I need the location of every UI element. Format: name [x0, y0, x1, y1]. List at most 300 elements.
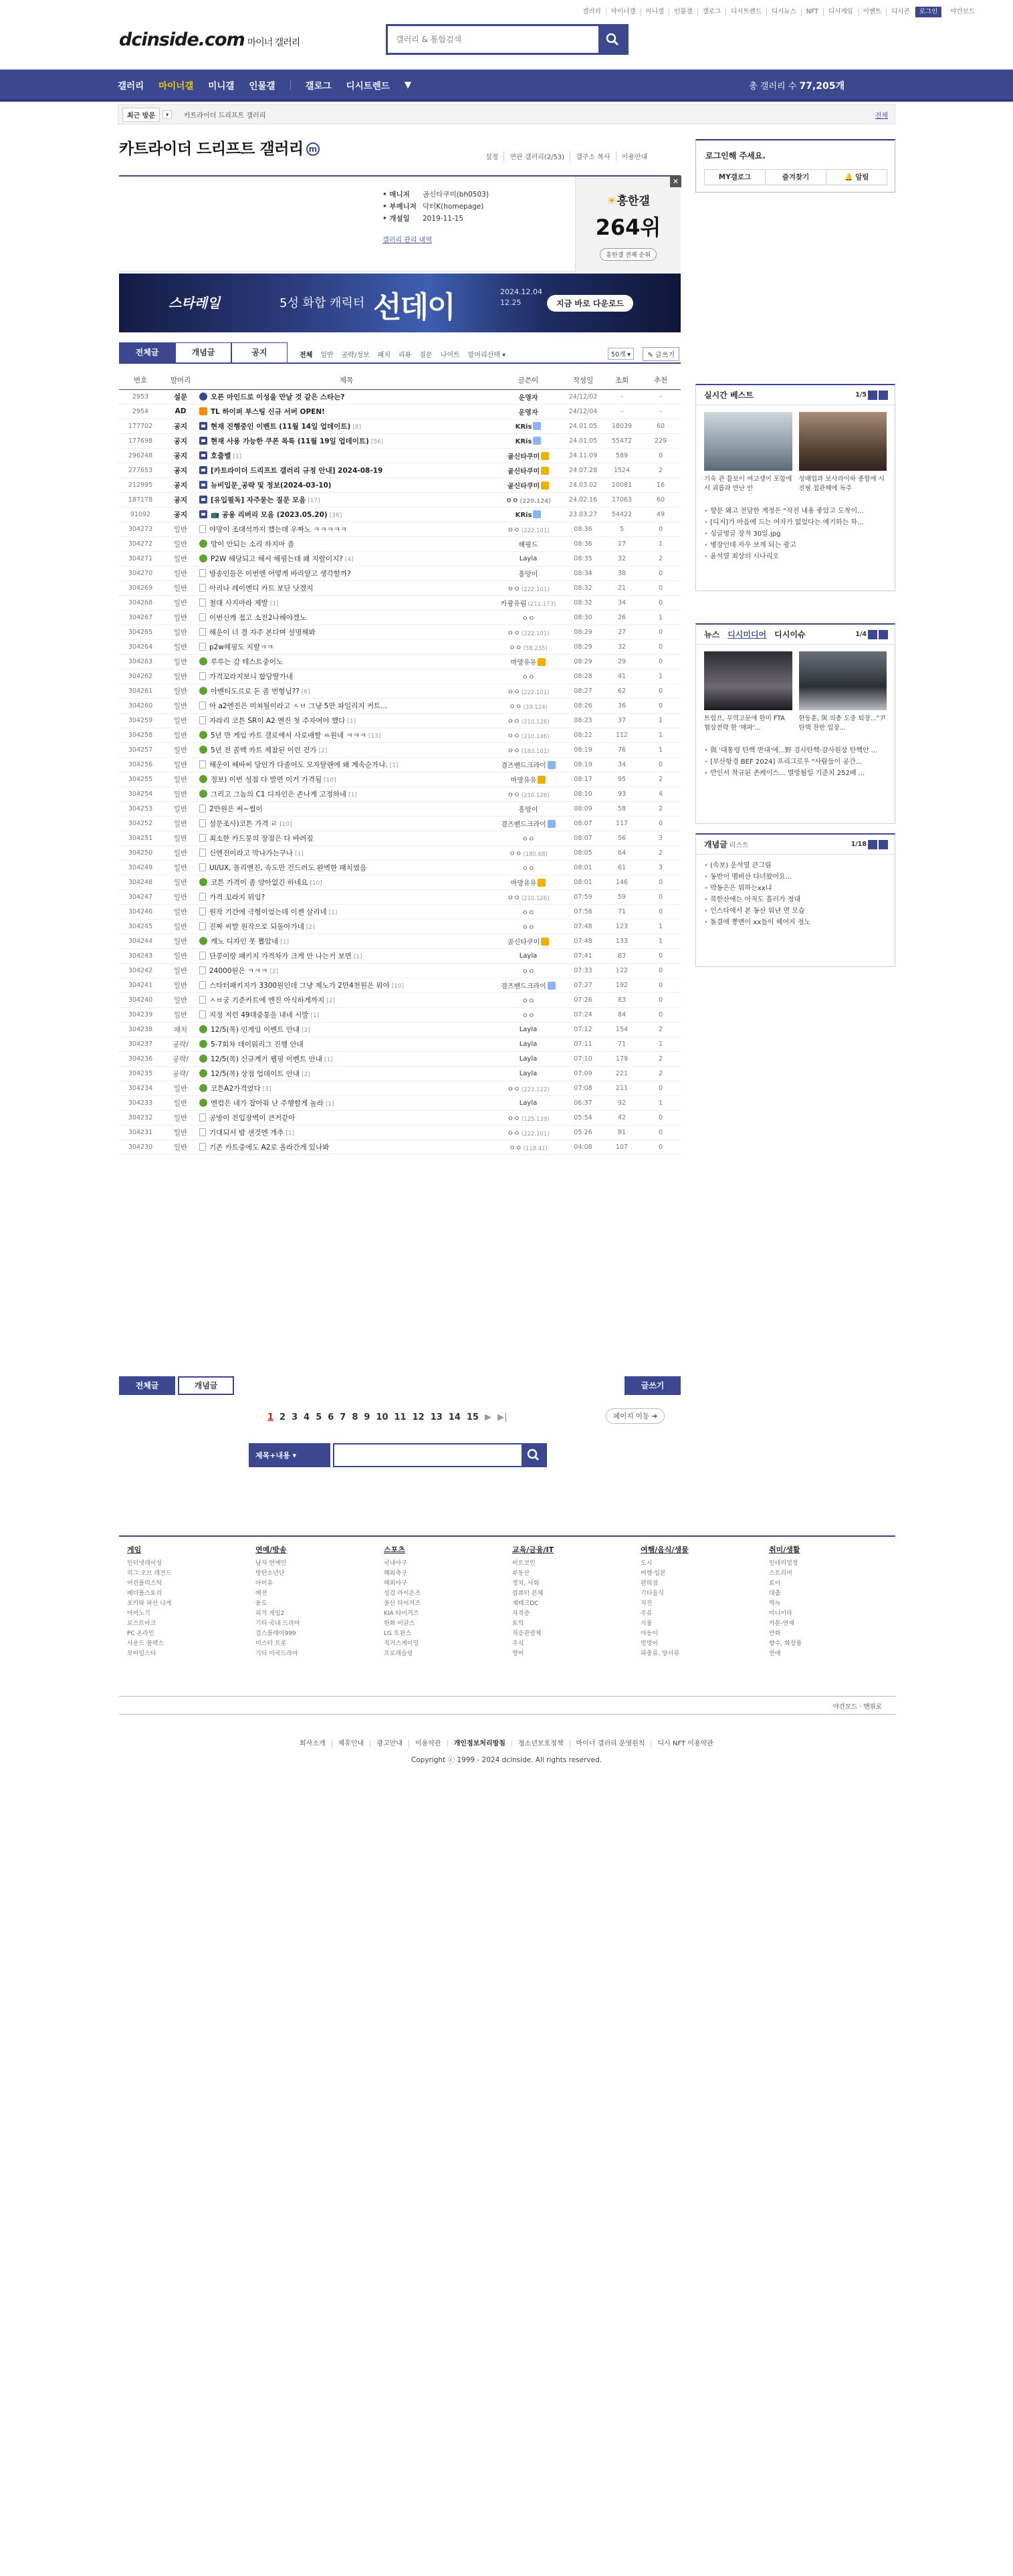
thumb-item[interactable] — [704, 651, 792, 742]
row-writer[interactable] — [493, 522, 563, 536]
top-menu-item[interactable]: 야간모드 — [950, 8, 975, 15]
footer-link[interactable]: 윤도 — [255, 1600, 267, 1607]
row-title-cell[interactable] — [199, 1081, 493, 1095]
table-row[interactable] — [119, 1007, 681, 1022]
footer-link[interactable]: 역녹 — [769, 1600, 781, 1607]
table-row[interactable] — [119, 875, 681, 889]
row-title-cell[interactable] — [199, 801, 493, 816]
last-page-icon[interactable]: ▶| — [497, 1412, 508, 1422]
row-writer[interactable] — [493, 477, 563, 492]
gnb-item[interactable]: 인물갤 — [249, 80, 275, 92]
footer-link[interactable]: 마비노기 — [127, 1610, 150, 1617]
top-menu-item[interactable]: 디시뉴스 — [767, 8, 802, 16]
gnb-item[interactable]: 갤로그 — [305, 80, 332, 92]
row-writer[interactable] — [493, 904, 563, 919]
footer-link[interactable]: 향수, 화장품 — [769, 1640, 802, 1647]
thumb-item[interactable] — [799, 651, 887, 742]
footer-nav-item[interactable] — [512, 1740, 570, 1747]
page-10[interactable]: 10 — [376, 1412, 388, 1422]
footer-link[interactable]: 한화 이글스 — [384, 1620, 415, 1627]
row-writer[interactable] — [493, 772, 563, 786]
search-button[interactable] — [598, 26, 627, 53]
rank-all-button[interactable]: 흥한갤 전체 순위 — [600, 248, 657, 261]
row-writer[interactable] — [493, 1066, 563, 1081]
row-title[interactable]: P2W 해당되고 해서 해핑는데 왜 지랄이지? — [211, 554, 343, 563]
row-title-cell[interactable] — [199, 654, 493, 669]
row-writer[interactable] — [493, 683, 563, 698]
footer-link[interactable]: 스트리머 — [769, 1570, 792, 1577]
row-writer[interactable] — [493, 669, 563, 683]
table-row[interactable] — [119, 625, 681, 639]
row-title[interactable]: 아벤티도르로 돈 좀 번형님?? — [211, 687, 300, 695]
row-title[interactable]: 해운이 해바씨 당인가 다졸어도 모자탈랜에 왜 계속순가냐. — [209, 760, 388, 769]
row-title-cell[interactable] — [199, 566, 493, 580]
footer-link[interactable]: 기타음식 — [641, 1590, 664, 1597]
page-5[interactable]: 5 — [316, 1412, 322, 1422]
footer-link[interactable]: 인테리얼정 — [769, 1560, 798, 1567]
thumb-item[interactable] — [704, 412, 792, 503]
gallery-option[interactable]: 연관 갤러리(2/53) — [504, 151, 570, 161]
table-row[interactable] — [119, 963, 681, 978]
row-title-cell[interactable] — [199, 1110, 493, 1125]
category-6[interactable]: 나이트 — [440, 352, 460, 359]
table-row[interactable] — [119, 654, 681, 669]
row-title-cell[interactable] — [199, 934, 493, 948]
chevron-down-icon[interactable]: ▾ — [162, 110, 172, 119]
row-title[interactable]: 엔컴은 네가 잡아줘 난 주행할게 놀라 — [211, 1099, 324, 1107]
footer-link[interactable]: 만화 — [769, 1630, 781, 1637]
footer-nav-item[interactable] — [370, 1740, 409, 1747]
table-row[interactable] — [119, 919, 681, 934]
row-title-cell[interactable] — [199, 507, 493, 522]
row-title[interactable]: 설문조사)코튼 가격 ㄹ — [209, 819, 278, 828]
row-title[interactable]: 5년 만 게임 카트 갤로에서 사로애할 ㅆ원네 ㅋㅋㅋ — [211, 731, 366, 740]
table-row[interactable] — [119, 978, 681, 992]
row-title-cell[interactable] — [199, 845, 493, 860]
footer-nav-item[interactable] — [294, 1740, 332, 1747]
page-13[interactable]: 13 — [430, 1412, 443, 1422]
footer-link[interactable]: 직거스게이밍 — [384, 1640, 419, 1647]
gallery-option[interactable]: 갤주소 복사 — [570, 151, 616, 161]
write-top-button[interactable]: ✎ 글쓰기 — [643, 347, 679, 361]
row-title-cell[interactable] — [199, 948, 493, 963]
row-title-cell[interactable] — [199, 904, 493, 919]
category-2[interactable]: 공략/정보 — [341, 352, 370, 359]
table-row[interactable] — [119, 786, 681, 801]
page-1[interactable]: 1 — [267, 1412, 274, 1422]
reply-count[interactable]: [1] — [328, 909, 338, 916]
gallery-title[interactable] — [119, 136, 320, 158]
footer-link[interactable]: 아이유 — [255, 1580, 273, 1587]
row-title[interactable]: 호출벨 — [211, 451, 231, 460]
reply-count[interactable]: [2] — [326, 997, 336, 1004]
footer-link[interactable]: 로스트아크 — [127, 1620, 156, 1627]
table-row[interactable] — [119, 551, 681, 566]
footer-link[interactable]: 적응관광체 — [512, 1630, 542, 1637]
prev-icon[interactable] — [868, 391, 877, 400]
row-writer[interactable] — [493, 1110, 563, 1125]
table-row[interactable] — [119, 831, 681, 845]
row-title[interactable]: 12/5(목) 신규계기 웹핑 이벤트 안내 — [211, 1055, 322, 1063]
tab-notice[interactable]: 공지 — [231, 342, 288, 362]
footer-link[interactable]: 영어 — [512, 1650, 524, 1657]
row-title-cell[interactable] — [199, 1007, 493, 1022]
reply-count[interactable]: [1] — [269, 600, 279, 607]
top-menu-item[interactable]: 미니갤 — [641, 8, 670, 16]
login-message[interactable]: 로그인해 주세요. — [705, 151, 766, 160]
gallery-option[interactable]: 이용안내 — [621, 154, 648, 161]
footer-link[interactable]: 미니이라 — [769, 1610, 792, 1617]
reply-count[interactable]: [1] — [233, 453, 242, 460]
reply-count[interactable]: [17] — [308, 497, 320, 504]
table-row[interactable] — [119, 772, 681, 786]
site-logo[interactable] — [119, 29, 300, 50]
footer-col-title[interactable]: 여행/음식/생물 — [641, 1545, 689, 1554]
row-title-cell[interactable] — [199, 639, 493, 654]
row-title-cell[interactable] — [199, 404, 493, 419]
table-row[interactable] — [119, 992, 681, 1007]
row-writer[interactable] — [493, 639, 563, 654]
row-title[interactable]: 신엔진이라고 막나가는구나 — [209, 849, 294, 857]
gnb-item[interactable]: 디시트렌드 — [346, 80, 390, 92]
row-title[interactable]: 정보) 이번 성점 다 발면 이거 가격됨 — [211, 775, 322, 784]
page-9[interactable]: 9 — [364, 1412, 370, 1422]
row-title[interactable]: 뉴비입문_공략 및 정보(2024-03-10) — [211, 481, 332, 490]
footer-link[interactable]: 주식 — [512, 1640, 524, 1647]
row-title[interactable]: 기대되서 밤 샌것엔 개추 — [209, 1128, 284, 1137]
reply-count[interactable]: [6] — [301, 688, 310, 695]
recent-visit-all[interactable]: 전체 — [875, 112, 888, 120]
row-title-cell[interactable] — [199, 1066, 493, 1081]
table-row[interactable] — [119, 948, 681, 963]
row-writer[interactable] — [493, 934, 563, 948]
category-4[interactable]: 리뷰 — [399, 352, 412, 359]
footer-link[interactable]: 미스터 트롯 — [255, 1640, 287, 1647]
top-menu-item[interactable]: 이벤트 — [859, 8, 887, 16]
thumb-item[interactable] — [799, 412, 887, 503]
category-1[interactable]: 일반 — [320, 352, 334, 359]
row-writer[interactable] — [493, 1125, 563, 1140]
row-title-cell[interactable] — [199, 831, 493, 845]
reply-count[interactable]: [36] — [329, 512, 342, 519]
login-btn-0[interactable]: MY갤로그 — [704, 169, 766, 185]
row-writer[interactable] — [493, 713, 563, 728]
row-writer[interactable] — [493, 404, 563, 419]
row-title[interactable]: 이번신캐 접고 소전2나해야겠노 — [209, 613, 307, 622]
table-row[interactable] — [119, 757, 681, 772]
row-writer[interactable] — [493, 1037, 563, 1051]
row-title[interactable]: 가격꼬라지보니 합당딸가네 — [209, 672, 294, 681]
row-title[interactable]: 아리나 레이엔디 카트 보단 낫겠지 — [209, 584, 314, 593]
row-writer[interactable] — [493, 963, 563, 978]
row-title[interactable]: TL 하이퍼 부스팅 신규 서버 OPEN! — [211, 407, 325, 416]
side-list-item[interactable]: • 병장인데 자우 보게 되는 광고 — [704, 540, 887, 551]
row-title[interactable]: ㅅㅂ궁 기준카트에 엔진 아식하게까지 — [209, 996, 325, 1004]
row-writer[interactable] — [493, 551, 563, 566]
row-title[interactable]: 해운이 너 결 자주 본다며 설명해봐 — [209, 628, 316, 637]
row-title[interactable]: 지정 저런 49대중통을 내네 시발 — [209, 1010, 309, 1019]
table-row[interactable] — [119, 742, 681, 757]
gnb-item[interactable]: 갤러리 — [118, 80, 144, 92]
reply-count[interactable]: [2] — [306, 924, 315, 931]
row-title-cell[interactable] — [199, 786, 493, 801]
row-title[interactable]: 그리고 그놈의 C1 디자인은 존나게 고정하네 — [211, 790, 347, 798]
page-move-button[interactable]: 페이지 이동 ➔ — [606, 1408, 665, 1424]
table-row[interactable] — [119, 463, 681, 477]
page-6[interactable]: 6 — [328, 1412, 334, 1422]
row-writer[interactable] — [493, 433, 563, 448]
footer-col-title[interactable]: 교육/금융/IT — [512, 1545, 554, 1554]
reply-count[interactable]: [2] — [302, 1027, 310, 1034]
footer-link[interactable]: 카툰-연재 — [769, 1620, 795, 1627]
row-writer[interactable] — [493, 948, 563, 963]
recent-visit-item[interactable]: 카트라이더 드리프트 갤러리 — [184, 112, 266, 120]
footer-link[interactable]: 남자 연예인 — [255, 1560, 287, 1567]
row-writer[interactable] — [493, 536, 563, 551]
page-3[interactable]: 3 — [292, 1412, 298, 1422]
reply-count[interactable]: [8] — [352, 423, 361, 431]
row-title-cell[interactable] — [199, 1095, 493, 1110]
row-title[interactable]: UI/UX, 몰리엔진, 속도만 건드려도 완벽한 패치였음 — [209, 863, 367, 872]
footer-col-title[interactable]: 취미/생활 — [769, 1545, 800, 1554]
row-title[interactable]: 자라리 코튼 SR이 A2 엔진 첫 주자여야 했다 — [209, 716, 346, 725]
table-row[interactable] — [119, 1081, 681, 1095]
row-writer[interactable] — [493, 580, 563, 595]
footer-link[interactable]: 멍멍이 — [641, 1640, 659, 1647]
footer-link[interactable]: 성검 라이온즈 — [384, 1590, 421, 1597]
row-title-cell[interactable] — [199, 963, 493, 978]
row-writer[interactable] — [493, 1140, 563, 1154]
row-title[interactable]: 진짜 씨발 원작으로 되돌아가네 — [209, 922, 304, 931]
footer-nav-item[interactable] — [651, 1740, 719, 1747]
row-title-cell[interactable] — [199, 448, 493, 463]
row-title-cell[interactable] — [199, 1125, 493, 1140]
page-2[interactable]: 2 — [279, 1412, 286, 1422]
row-writer[interactable] — [493, 448, 563, 463]
ad-banner[interactable] — [119, 274, 681, 332]
row-title[interactable]: 망이 안되는 소리 하지마 좀 — [211, 540, 294, 548]
footer-link[interactable]: 파충류, 양서류 — [641, 1650, 679, 1657]
row-writer[interactable] — [493, 625, 563, 639]
row-writer[interactable] — [493, 507, 563, 522]
row-title[interactable]: 12/5(목) 상점 업데이트 안내 — [211, 1069, 300, 1078]
banner-cta[interactable]: 지금 바로 다운로드 — [547, 295, 633, 312]
row-title[interactable]: 코튼 가격이 좀 양아없긴 하네요 — [211, 878, 308, 887]
side-list-item[interactable]: • 반인서 착규된 존케이스... 멸망될일 기준치 252배 ... — [704, 768, 887, 779]
side-list-item[interactable]: • 윤석열 최상의 시나리오 — [704, 551, 887, 562]
bottom-write-button[interactable]: 글쓰기 — [625, 1376, 681, 1395]
footer-link[interactable]: 주유 — [641, 1610, 653, 1617]
row-title-cell[interactable] — [199, 1051, 493, 1066]
table-row[interactable] — [119, 536, 681, 551]
footer-link[interactable]: 리그 오브 레전드 — [127, 1570, 172, 1577]
row-title-cell[interactable] — [199, 477, 493, 492]
side-list-item[interactable]: • [부산항경 BEF 2024] 프리그로우 "사람들이 공간... — [704, 756, 887, 768]
row-title-cell[interactable] — [199, 625, 493, 639]
footer-link[interactable]: 연애 — [769, 1650, 781, 1657]
table-row[interactable] — [119, 845, 681, 860]
row-title[interactable]: 24000원은 ㅋㅋㅋ — [209, 966, 268, 975]
footer-link[interactable]: 대출 — [769, 1590, 781, 1597]
row-title-cell[interactable] — [199, 757, 493, 772]
side-list-item[interactable]: • (속보) 운석열 큰그림 — [704, 860, 887, 871]
row-title-cell[interactable] — [199, 433, 493, 448]
footer-link[interactable]: 프로레슬링 — [384, 1650, 413, 1657]
table-row[interactable] — [119, 580, 681, 595]
footer-nav-item[interactable] — [448, 1740, 512, 1747]
table-row[interactable] — [119, 698, 681, 713]
table-row[interactable] — [119, 860, 681, 875]
table-row[interactable] — [119, 1140, 681, 1154]
row-writer[interactable] — [493, 728, 563, 742]
row-title[interactable]: 5년 전 콜백 카트 제참된 이런 건가 — [211, 746, 317, 754]
row-title[interactable]: 공방이 진입장벽이 큰거같아 — [209, 1113, 296, 1122]
category-5[interactable]: 질문 — [419, 352, 433, 359]
table-row[interactable] — [119, 595, 681, 610]
login-btn-1[interactable]: 즐겨찾기 — [765, 169, 826, 185]
row-title[interactable]: [카트라이더 드리프트 갤러리 규정 안내] 2024-08-19 — [211, 466, 383, 475]
top-menu-item[interactable]: 디시콘 — [887, 8, 915, 16]
row-writer[interactable] — [493, 610, 563, 625]
side-list-item[interactable]: • 향문 왜고 전담한 계정은 "작전 내용 좋았고 도착이... — [704, 506, 887, 517]
side-list-item[interactable]: • [디저]가 마음에 드는 여자가 없었다는 예기하는 하... — [704, 517, 887, 528]
page-14[interactable]: 14 — [448, 1412, 461, 1422]
row-writer[interactable] — [493, 742, 563, 757]
row-title-cell[interactable] — [199, 742, 493, 757]
row-title[interactable]: 아 a2엔진은 미쳐될이라고 ㅅㅂ 그냥 5만 파일리지 커트... — [209, 702, 388, 710]
reply-count[interactable]: [10] — [324, 776, 336, 784]
row-title-cell[interactable] — [199, 1037, 493, 1051]
row-title-cell[interactable] — [199, 919, 493, 934]
row-title[interactable]: [유입필독] 자주묻는 질문 모음 — [211, 496, 306, 504]
table-row[interactable] — [119, 566, 681, 580]
table-row[interactable] — [119, 507, 681, 522]
row-title-cell[interactable] — [199, 772, 493, 786]
row-title[interactable]: 스타터패키지가 3300원인데 그냥 제노가 2만4천원은 뭐야 — [209, 981, 390, 990]
tab-all[interactable]: 전체글 — [119, 342, 175, 362]
footer-nav-item[interactable] — [409, 1740, 448, 1747]
reply-count[interactable]: [1] — [286, 1130, 295, 1137]
side-list-item[interactable]: • 동반이 멤버산 다녀왔어요... — [704, 871, 887, 883]
table-row[interactable] — [119, 639, 681, 654]
footer-link[interactable]: 식물 — [641, 1620, 653, 1627]
row-title[interactable]: 현재 사용 가능한 쿠폰 목록 (11월 19일 업데이트) — [211, 437, 369, 445]
reply-count[interactable]: [10] — [279, 821, 292, 828]
row-title-cell[interactable] — [199, 698, 493, 713]
footer-link[interactable]: 정치, 사회 — [512, 1580, 540, 1587]
footer-link[interactable]: 사운드 볼렉스 — [127, 1640, 164, 1647]
row-title[interactable]: 기존 카트중에도 A2로 올라간게 있나봐 — [209, 1143, 330, 1152]
footer-link[interactable]: 국내야구 — [384, 1560, 407, 1567]
footer-link[interactable]: 어린폴리스틱 — [127, 1580, 162, 1587]
row-title-cell[interactable] — [199, 992, 493, 1007]
footer-nav-item[interactable] — [332, 1740, 371, 1747]
page-12[interactable]: 12 — [412, 1412, 425, 1422]
table-row[interactable] — [119, 904, 681, 919]
row-title[interactable]: 현재 진행중인 이벤트 (11월 14일 업데이트) — [211, 422, 351, 431]
reply-count[interactable]: [4] — [344, 556, 354, 563]
footer-link[interactable]: 울산 타이거즈 — [384, 1600, 421, 1607]
reply-count[interactable]: [1] — [280, 938, 290, 946]
row-writer[interactable] — [493, 831, 563, 845]
row-writer[interactable] — [493, 389, 563, 404]
reply-count[interactable]: [1] — [295, 850, 304, 857]
row-title-cell[interactable] — [199, 978, 493, 992]
row-title-cell[interactable] — [199, 610, 493, 625]
gallery-option[interactable]: 설정 — [480, 151, 504, 161]
row-writer[interactable] — [493, 801, 563, 816]
row-writer[interactable] — [493, 1081, 563, 1095]
footer-link[interactable]: 여행·일본 — [641, 1570, 666, 1577]
top-menu-item[interactable]: 인물갤 — [669, 8, 698, 16]
row-title[interactable]: 가격 꼬라지 뭐임? — [209, 893, 265, 901]
row-title-cell[interactable] — [199, 875, 493, 889]
footer-link[interactable]: 비트코인 — [512, 1560, 536, 1567]
reply-count[interactable]: [1] — [389, 762, 399, 769]
row-title-cell[interactable] — [199, 889, 493, 904]
table-row[interactable] — [119, 669, 681, 683]
row-title[interactable]: 철대 사지마라 제발 — [209, 599, 268, 607]
row-title[interactable]: 단콩이랑 패키지 가격차가 크게 안 나는거 보면 — [209, 952, 352, 960]
footer-link[interactable]: 컴퓨터 본체 — [512, 1590, 544, 1597]
row-title-cell[interactable] — [199, 683, 493, 698]
reply-count[interactable]: [1] — [325, 1100, 334, 1107]
table-row[interactable] — [119, 1022, 681, 1037]
reply-count[interactable]: [1] — [310, 1012, 320, 1019]
search-type-select[interactable]: 제목+내용 ▾ — [249, 1443, 330, 1467]
top-menu-item[interactable]: 디시게임 — [824, 8, 859, 16]
page-7[interactable]: 7 — [340, 1412, 346, 1422]
chevron-down-icon[interactable]: ▼ — [404, 79, 412, 90]
row-title-cell[interactable] — [199, 580, 493, 595]
row-title[interactable]: 5-7회차 데이워리그 진행 안내 — [211, 1040, 304, 1049]
table-row[interactable] — [119, 1110, 681, 1125]
footer-link[interactable]: 걸스플레이999 — [255, 1630, 296, 1637]
footer-link[interactable]: 포카와 파선 나게 — [127, 1600, 172, 1607]
row-title-cell[interactable] — [199, 492, 493, 507]
row-title-cell[interactable] — [199, 669, 493, 683]
footer-link[interactable]: 기타 국내 드라마 — [255, 1620, 300, 1627]
row-title-cell[interactable] — [199, 419, 493, 433]
footer-link[interactable]: 편의점 — [641, 1580, 659, 1587]
table-row[interactable] — [119, 713, 681, 728]
table-row[interactable] — [119, 448, 681, 463]
footer-link[interactable]: 재태크DC — [512, 1600, 539, 1607]
top-menu-item[interactable]: 갤러리 — [578, 8, 606, 16]
reply-count[interactable]: [10] — [310, 879, 322, 887]
footer-link[interactable]: 방탄소년단 — [255, 1570, 285, 1577]
close-icon[interactable]: ✕ — [670, 176, 681, 187]
reply-count[interactable]: [56] — [370, 438, 384, 445]
next-page-icon[interactable]: ▶ — [484, 1412, 491, 1422]
footer-link[interactable]: 야동이 — [641, 1630, 659, 1637]
row-title-cell[interactable] — [199, 522, 493, 536]
gnb-item[interactable]: 마이너갤 — [158, 80, 194, 92]
reply-count[interactable]: [2] — [269, 968, 279, 975]
row-writer[interactable] — [493, 419, 563, 433]
footer-link[interactable]: 자격증 — [512, 1610, 530, 1617]
table-row[interactable] — [119, 934, 681, 948]
row-writer[interactable] — [493, 1022, 563, 1037]
list-count-select[interactable]: 50개 ▾ — [608, 348, 634, 360]
footer-link[interactable]: 해외축구 — [384, 1570, 407, 1577]
footer-link[interactable]: 토이 — [769, 1580, 781, 1587]
footer-link[interactable]: 부동산 — [512, 1570, 530, 1577]
row-writer[interactable] — [493, 992, 563, 1007]
footer-link[interactable]: 예전 — [255, 1590, 267, 1597]
row-writer[interactable] — [493, 492, 563, 507]
reply-count[interactable]: [1] — [347, 718, 356, 725]
